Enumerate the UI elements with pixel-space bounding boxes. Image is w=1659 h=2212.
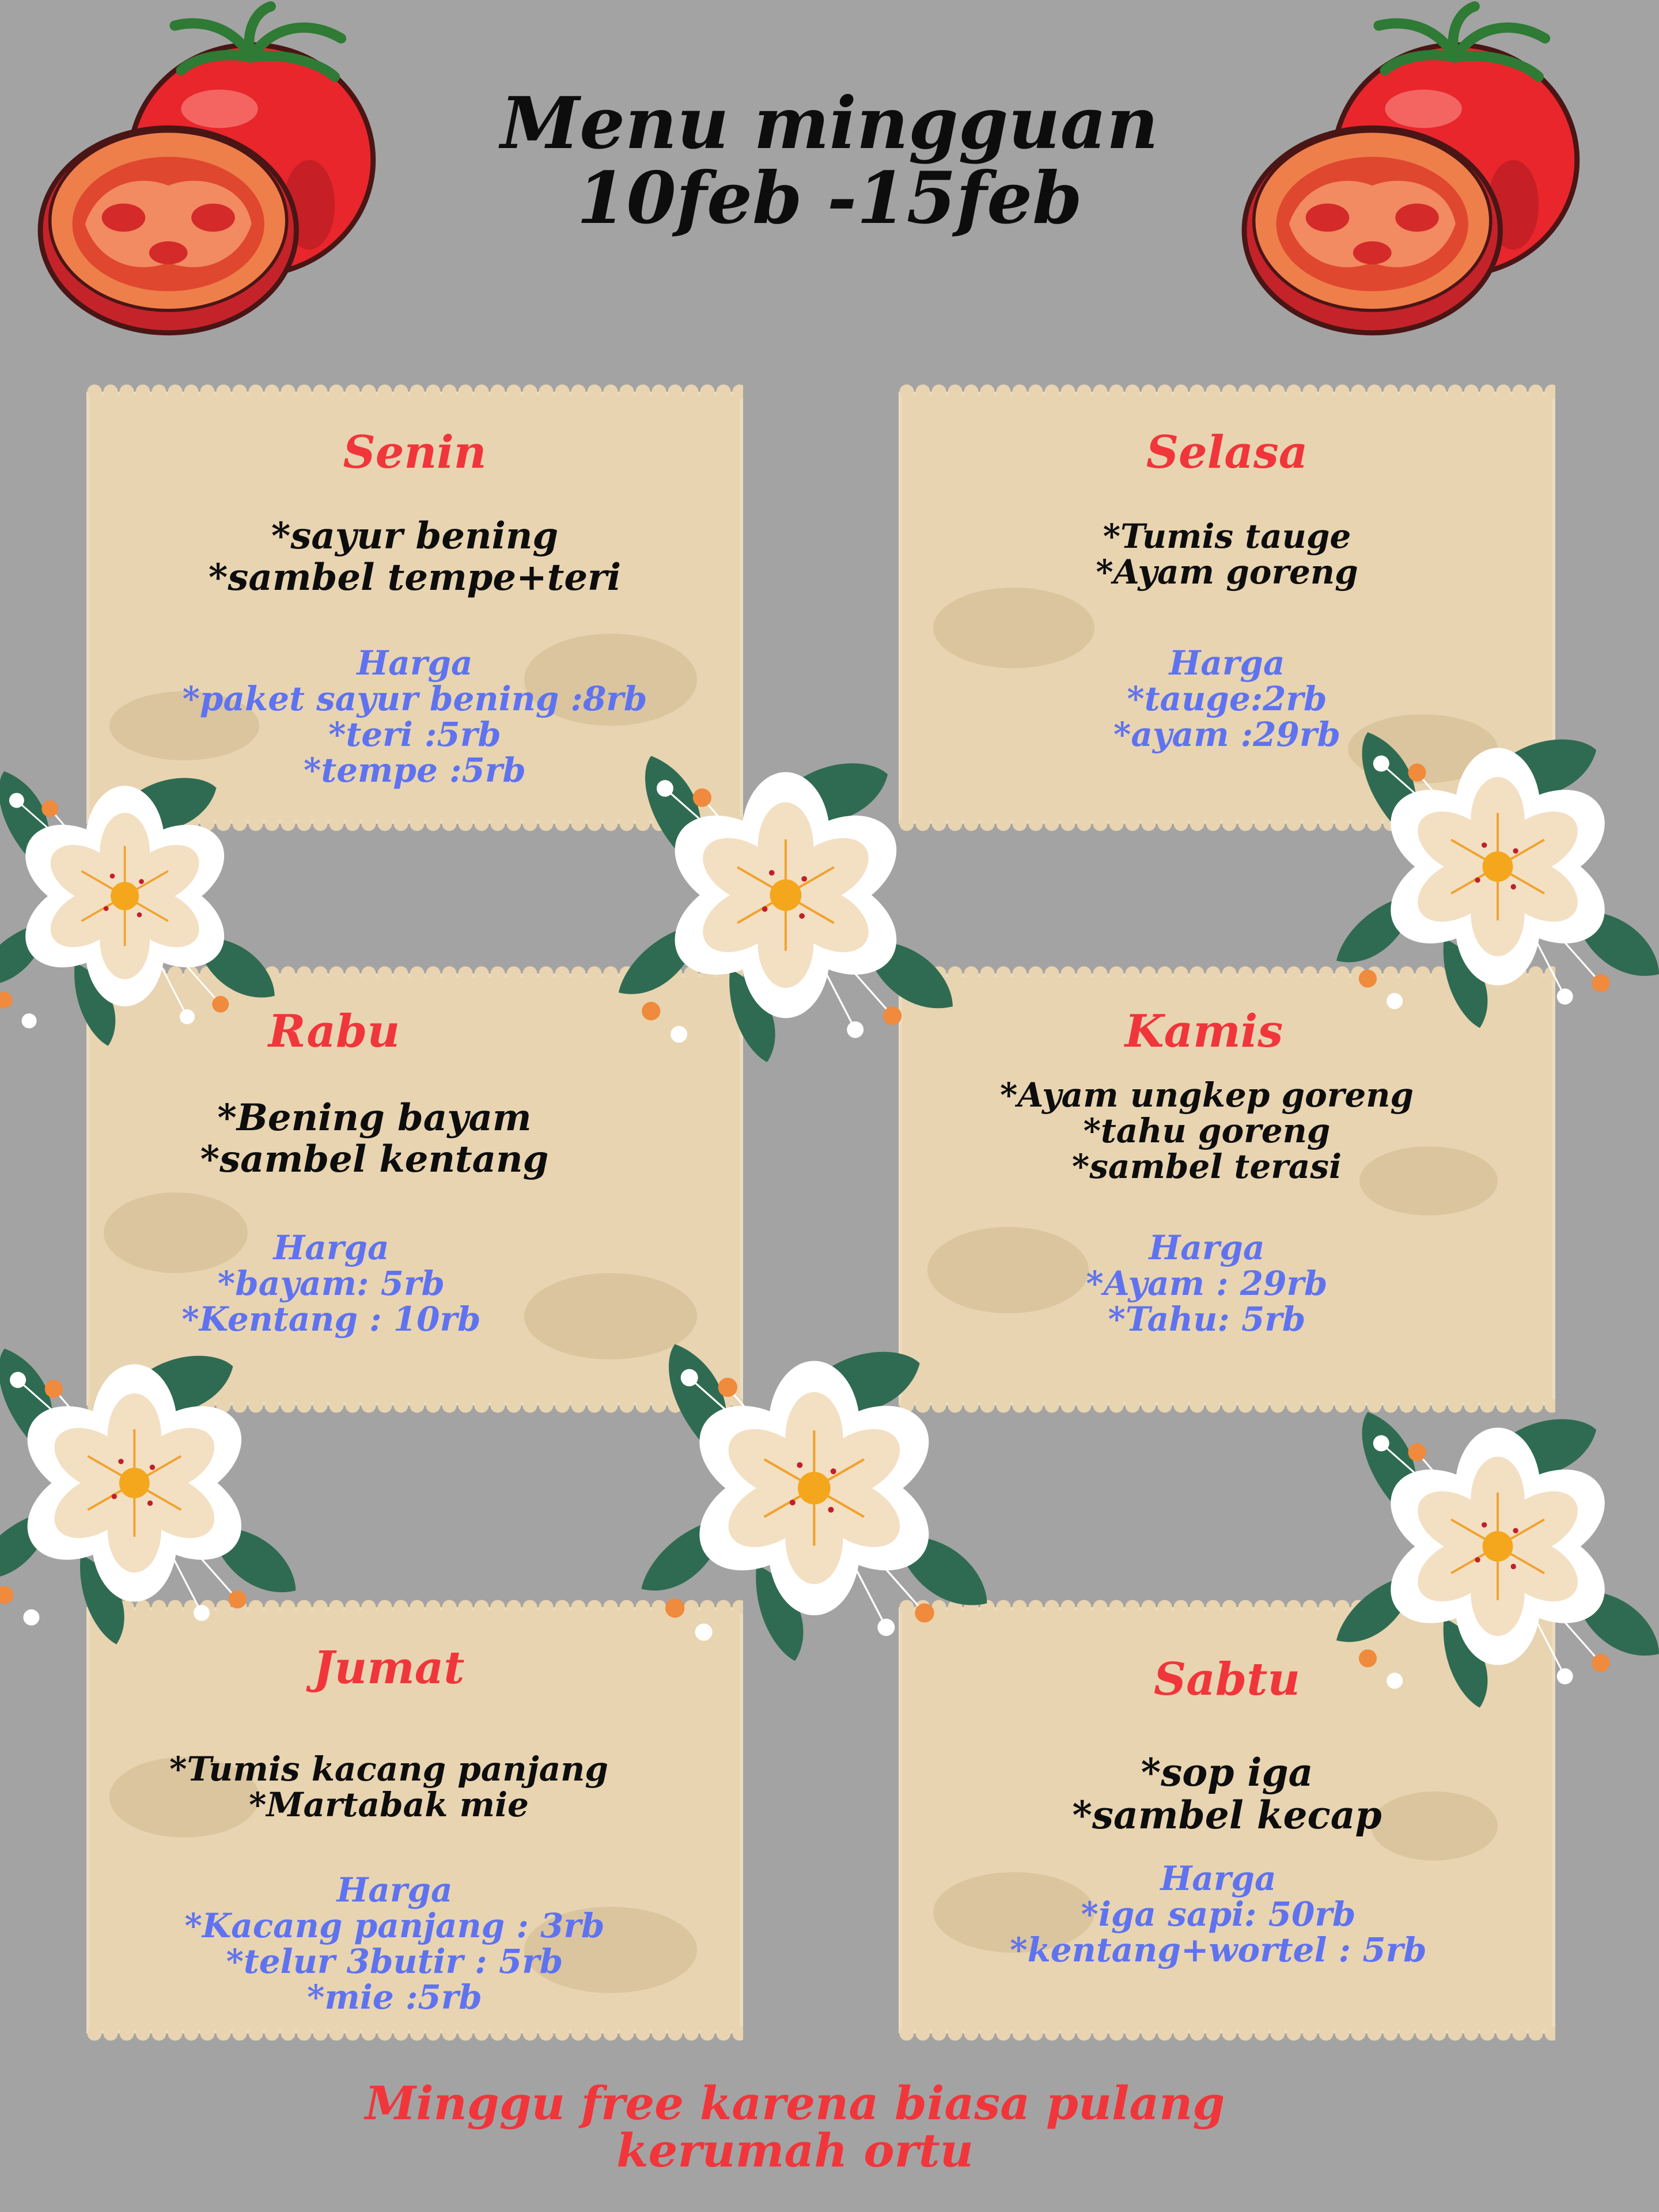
dish-item: *Tumis tauge — [1103, 517, 1351, 556]
tomato-icon — [1210, 0, 1624, 346]
dish-item: *Bening bayam — [217, 1096, 532, 1139]
price-list — [46, 1872, 743, 2015]
flower-icon — [0, 1290, 323, 1694]
dish-item: *sambel kentang — [200, 1138, 549, 1181]
dish-item: *Ayam ungkep goreng — [1000, 1075, 1414, 1115]
price-item: *mie :5rb — [307, 1978, 482, 2017]
flower-icon — [651, 1296, 997, 1699]
day-title: Senin — [343, 426, 487, 479]
price-label: Harga — [336, 1870, 453, 1910]
day-title: Rabu — [268, 1005, 400, 1058]
price-item: *tauge:2rb — [1127, 679, 1327, 718]
price-item: *kentang+wortel : 5rb — [1010, 1930, 1427, 1969]
dish-item: *Martabak mie — [249, 1785, 529, 1824]
dish-item: *sambel terasi — [1071, 1147, 1342, 1186]
title-line-1: Menu mingguan — [500, 82, 1159, 165]
footer-line-2: kerumah ortu — [616, 2123, 974, 2177]
price-item: *Kentang : 10rb — [181, 1300, 481, 1339]
dish-item: *sambel tempe+teri — [208, 556, 622, 599]
dish-item: *Ayam goreng — [1096, 552, 1358, 592]
price-label: Harga — [1160, 1859, 1277, 1898]
day-title: Kamis — [1124, 1005, 1283, 1058]
flower-icon — [1336, 680, 1659, 1071]
footer-note — [230, 2076, 1359, 2177]
price-label: Harga — [1149, 1228, 1265, 1267]
price-item: *bayam: 5rb — [217, 1264, 445, 1303]
title-line-2: 10feb -15feb — [577, 157, 1082, 240]
dish-list — [858, 1077, 1555, 1184]
dish-item: *sop iga — [1141, 1750, 1313, 1795]
price-label: Harga — [1169, 643, 1285, 683]
dish-item: *sayur bening — [271, 514, 559, 558]
price-item: *teri :5rb — [328, 715, 501, 754]
page-title — [403, 82, 1256, 240]
dish-list — [86, 516, 743, 599]
price-item: *Tahu: 5rb — [1108, 1300, 1306, 1339]
flower-icon — [0, 709, 300, 1100]
dish-list — [6, 1097, 743, 1180]
price-label: Harga — [273, 1228, 389, 1267]
flower-icon — [628, 709, 962, 1100]
footer-line-1: Minggu free karena biasa pulang — [365, 2076, 1225, 2130]
dish-list — [35, 1751, 743, 1823]
dish-item: *tahu goreng — [1083, 1111, 1331, 1150]
price-item: *paket sayur bening :8rb — [182, 679, 647, 718]
price-item: *Ayam : 29rb — [1086, 1264, 1328, 1303]
price-item: *Kacang panjang : 3rb — [184, 1906, 605, 1945]
day-title: Selasa — [1146, 426, 1308, 479]
day-title: Jumat — [313, 1642, 465, 1694]
price-list — [881, 1861, 1555, 1968]
price-item: *ayam :29rb — [1113, 715, 1340, 754]
tomato-icon — [6, 0, 421, 346]
dish-item: *sambel kecap — [1072, 1793, 1382, 1838]
price-label: Harga — [357, 643, 473, 683]
price-item: *telur 3butir : 5rb — [226, 1942, 563, 1981]
flower-icon — [1336, 1359, 1659, 1751]
price-item: *iga sapi: 50rb — [1081, 1895, 1356, 1934]
dish-list — [899, 1751, 1555, 1836]
day-title: Sabtu — [1153, 1653, 1301, 1706]
dish-item: *Tumis kacang panjang — [169, 1749, 608, 1789]
price-item: *tempe :5rb — [304, 751, 526, 790]
dish-list — [899, 518, 1555, 590]
